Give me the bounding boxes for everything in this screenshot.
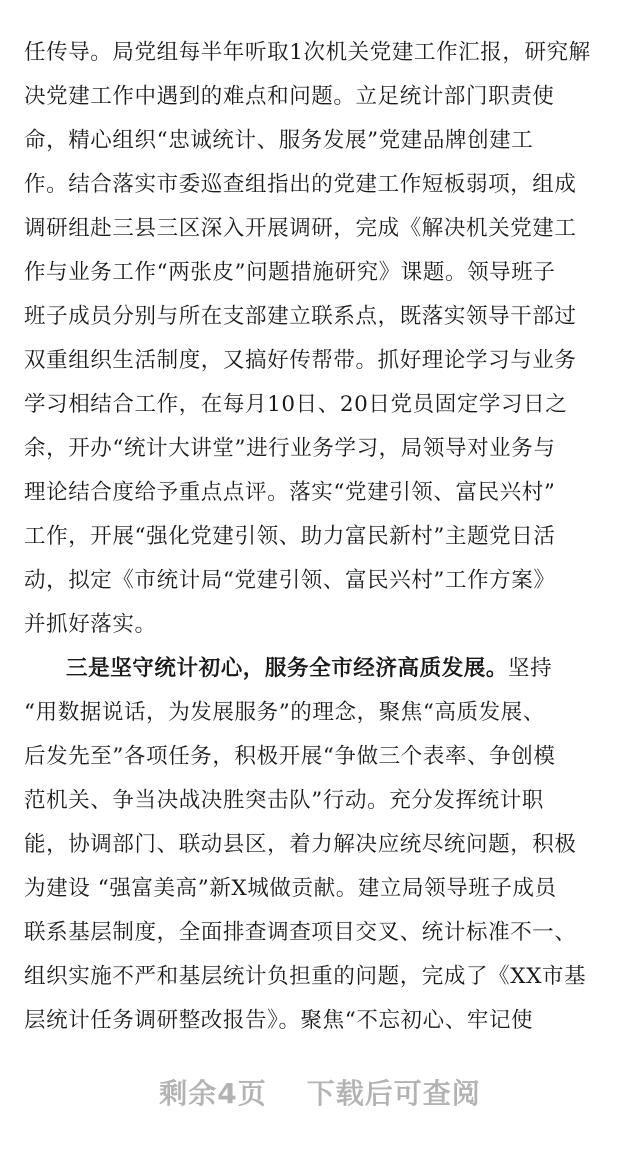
text-line: 为建设 “强富美高”新X城做贡献。建立局领导班子成员 (24, 876, 557, 901)
text-line: 工作，开展“强化党建引领、助力富民新村”主题党日活 (24, 524, 556, 549)
download-hint-label: 下载后可查阅 (306, 1077, 481, 1110)
text-line: 层统计任务调研整改报告》。聚焦“不忘初心、牢记使 (24, 1008, 534, 1033)
remaining-pages-label: 剩余4页 (159, 1077, 267, 1110)
text-line: 后发先至”各项任务，积极开展“争做三个表率、争创模 (24, 744, 556, 769)
text-line: 能，协调部门、联动县区，着力解决应统尽统问题，积极 (24, 832, 577, 857)
text-line: 范机关、争当决战决胜突击队”行动。充分发挥统计职 (24, 788, 544, 813)
text-line: 班子成员分别与所在支部建立联系点，既落实领导干部过 (24, 304, 577, 329)
text-line: 任传导。局党组每半年听取1次机关党建工作汇报，研究解 (24, 40, 591, 65)
text-line: 联系基层制度，全面排查调查项目交叉、统计标准不一、 (24, 920, 577, 945)
text-line: 并抓好落实。 (24, 612, 157, 637)
text-line: “用数据说话，为发展服务”的理念，聚焦“高质发展、 (24, 700, 545, 725)
text-line: 动，拟定《市统计局“党建引领、富民兴村”工作方案》 (24, 568, 556, 593)
paragraph-first-line (66, 654, 616, 684)
text-line: 调研组赴三县三区深入开展调研，完成《解决机关党建工 (24, 216, 577, 241)
text-line: 作与业务工作“两张皮”问题措施研究》课题。领导班子 (24, 260, 556, 285)
text-line: 命，精心组织“忠诚统计、服务发展”党建品牌创建工 (24, 128, 534, 153)
download-notice[interactable] (0, 1072, 640, 1112)
text-line: 决党建工作中遇到的难点和问题。立足统计部门职责使 (24, 84, 555, 109)
text-line: 学习相结合工作，在每月10日、20日党员固定学习日之 (24, 392, 568, 417)
text-line: 组织实施不严和基层统计负担重的问题，完成了《XX市基 (24, 964, 587, 989)
text-line: 作。结合落实市委巡查组指出的党建工作短板弱项，组成 (24, 172, 577, 197)
paragraph-first-line-rest: 坚持 (508, 656, 553, 681)
text-line: 余，开办“统计大讲堂”进行业务学习，局领导对业务与 (24, 436, 556, 461)
paragraph-heading: 三是坚守统计初心，服务全市经济高质发展。 (66, 656, 509, 681)
text-line: 双重组织生活制度，又搞好传帮带。抓好理论学习与业务 (24, 348, 577, 373)
text-line: 理论结合度给予重点点评。落实“党建引领、富民兴村” (24, 480, 556, 505)
